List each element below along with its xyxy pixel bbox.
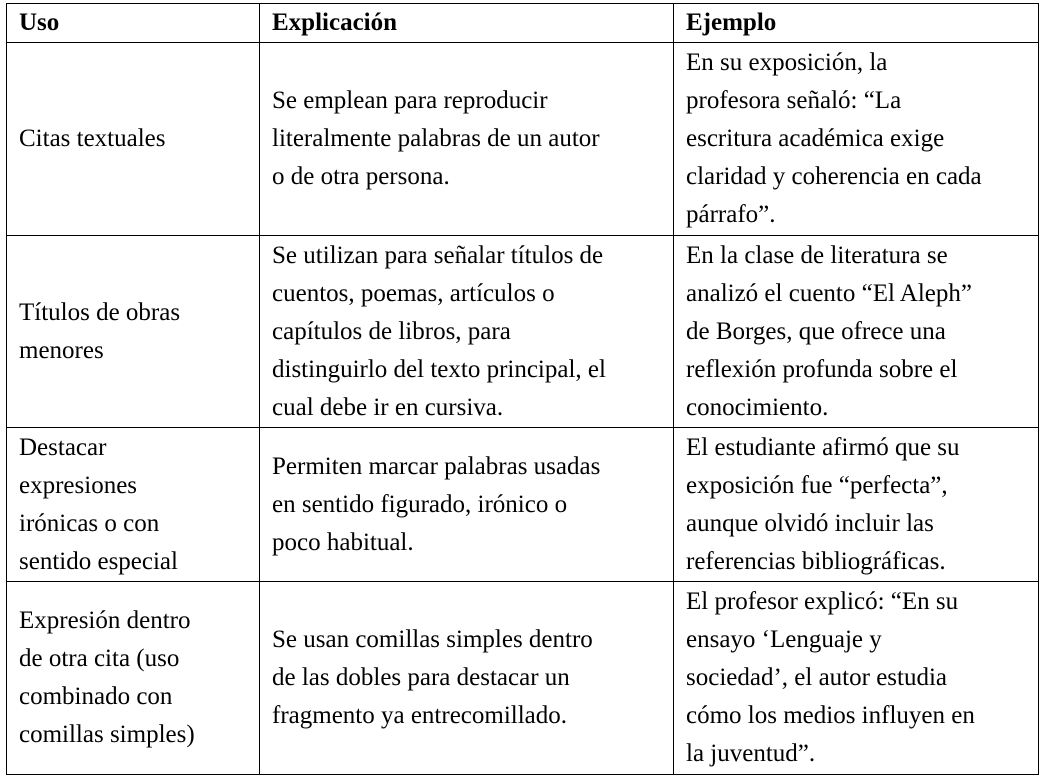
cell-ejemplo: El profesor explicó: “En su ensayo ‘Lenguaje y sociedad’, el autor estudia cómo los medios influyen en la juventud”. bbox=[674, 582, 1039, 775]
cell-explicacion: Se usan comillas simples dentro de las dobles para destacar un fragmento ya entrecomillado. bbox=[260, 582, 674, 775]
cell-uso: Citas textuales bbox=[7, 43, 260, 236]
header-explicacion: Explicación bbox=[260, 4, 674, 43]
cell-uso: Títulos de obras menores bbox=[7, 236, 260, 428]
quotation-marks-usage-table bbox=[6, 3, 1039, 775]
cell-uso: Expresión dentro de otra cita (uso combinado con comillas simples) bbox=[7, 582, 260, 775]
header-ejemplo: Ejemplo bbox=[674, 4, 1039, 43]
cell-explicacion: Se utilizan para señalar títulos de cuentos, poemas, artículos o capítulos de libros, para distinguirlo del texto principal, el cual debe ir en cursiva. bbox=[260, 236, 674, 428]
table-row bbox=[7, 582, 1039, 775]
cell-ejemplo: En la clase de literatura se analizó el cuento “El Aleph” de Borges, que ofrece una reflexión profunda sobre el conocimiento. bbox=[674, 236, 1039, 428]
table-row bbox=[7, 236, 1039, 428]
cell-ejemplo: En su exposición, la profesora señaló: “La escritura académica exige claridad y coherencia en cada párrafo”. bbox=[674, 43, 1039, 236]
header-uso: Uso bbox=[7, 4, 260, 43]
table-header-row bbox=[7, 4, 1039, 43]
cell-uso: Destacar expresiones irónicas o con sentido especial bbox=[7, 428, 260, 582]
table-row bbox=[7, 428, 1039, 582]
cell-explicacion: Se emplean para reproducir literalmente palabras de un autor o de otra persona. bbox=[260, 43, 674, 236]
cell-explicacion: Permiten marcar palabras usadas en sentido figurado, irónico o poco habitual. bbox=[260, 428, 674, 582]
table-row bbox=[7, 43, 1039, 236]
cell-ejemplo: El estudiante afirmó que su exposición fue “perfecta”, aunque olvidó incluir las referencias bibliográficas. bbox=[674, 428, 1039, 582]
